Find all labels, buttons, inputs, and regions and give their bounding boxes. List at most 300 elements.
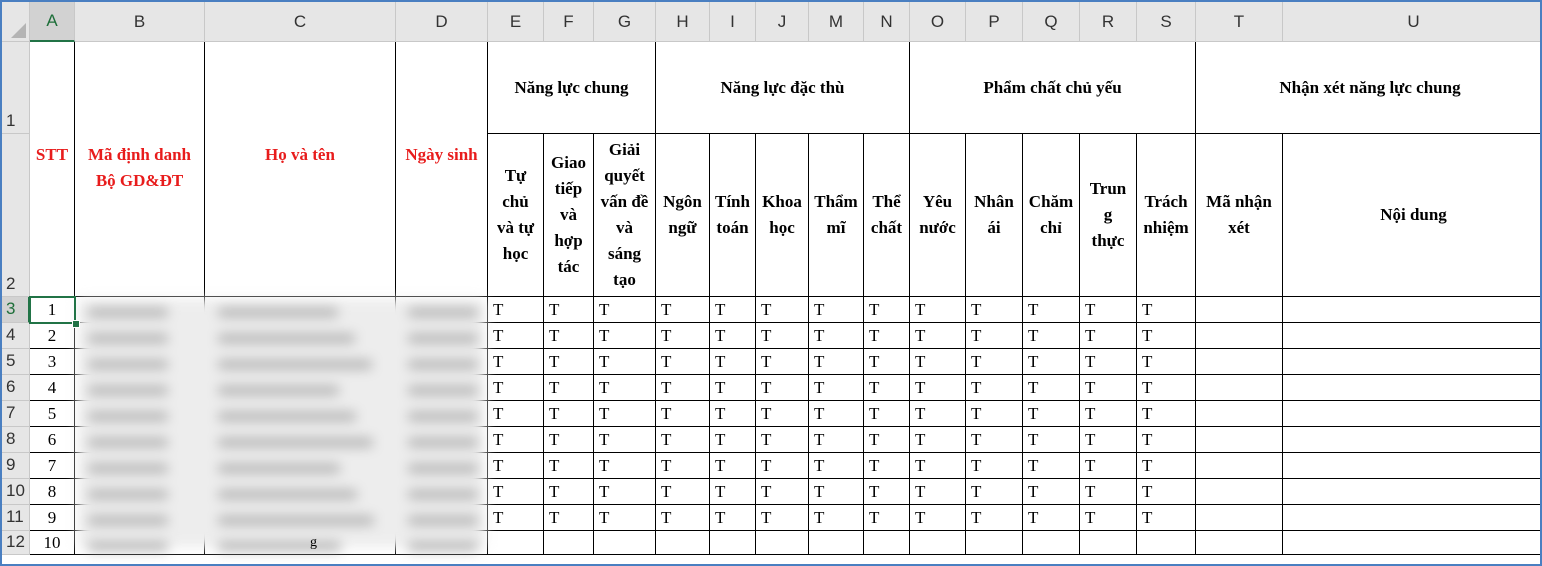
header-text-line: quyết bbox=[604, 166, 645, 185]
cell-g4[interactable]: T bbox=[594, 323, 656, 349]
cell-s12[interactable] bbox=[1137, 531, 1196, 555]
cell-u10[interactable] bbox=[1283, 479, 1542, 505]
cell-i7[interactable]: T bbox=[710, 401, 756, 427]
cell-e8[interactable]: T bbox=[488, 427, 544, 453]
header-text-line: Yêu bbox=[922, 192, 953, 211]
cell-a8[interactable]: 6 bbox=[30, 427, 75, 453]
cell-h7[interactable]: T bbox=[656, 401, 710, 427]
cell-u4[interactable] bbox=[1283, 323, 1542, 349]
cell-j11[interactable]: T bbox=[756, 505, 809, 531]
header-text-line: Thể bbox=[872, 192, 901, 211]
header-text-line: Bộ GD&ĐT bbox=[95, 171, 184, 190]
cell-n4[interactable]: T bbox=[864, 323, 910, 349]
cell-m4[interactable]: T bbox=[809, 323, 864, 349]
cell-j10[interactable]: T bbox=[756, 479, 809, 505]
column-header-a[interactable]: A bbox=[30, 2, 75, 42]
cell-i6[interactable]: T bbox=[710, 375, 756, 401]
header-text bbox=[762, 189, 802, 241]
header-text-line: Nội dung bbox=[1380, 205, 1447, 224]
cell-m3[interactable]: T bbox=[809, 297, 864, 323]
header-sub-t[interactable] bbox=[1196, 134, 1283, 297]
header-text-line: Chăm bbox=[1028, 192, 1074, 211]
header-text-line: thực bbox=[1091, 231, 1125, 250]
cell-g3[interactable]: T bbox=[594, 297, 656, 323]
header-sub-r[interactable] bbox=[1080, 134, 1137, 297]
cell-r6[interactable]: T bbox=[1080, 375, 1137, 401]
cell-h8[interactable]: T bbox=[656, 427, 710, 453]
blurred-text-line bbox=[88, 516, 168, 525]
cell-u9[interactable] bbox=[1283, 453, 1542, 479]
cell-o10[interactable]: T bbox=[910, 479, 966, 505]
cell-j3[interactable]: T bbox=[756, 297, 809, 323]
cell-i12[interactable] bbox=[710, 531, 756, 555]
column-header-f[interactable]: F bbox=[544, 2, 594, 42]
cell-n12[interactable] bbox=[864, 531, 910, 555]
header-text-line: Thẩm bbox=[814, 192, 858, 211]
cell-i10[interactable]: T bbox=[710, 479, 756, 505]
header-text bbox=[601, 137, 649, 293]
cell-n11[interactable]: T bbox=[864, 505, 910, 531]
header-sub-i[interactable] bbox=[710, 134, 756, 297]
cell-o4[interactable]: T bbox=[910, 323, 966, 349]
cell-p11[interactable]: T bbox=[966, 505, 1023, 531]
header-group-2[interactable]: Năng lực đặc thù bbox=[656, 42, 910, 134]
blurred-text-line bbox=[218, 516, 374, 525]
cell-e7[interactable]: T bbox=[488, 401, 544, 427]
cell-a3[interactable]: 1 bbox=[30, 297, 75, 323]
column-header-o[interactable]: O bbox=[910, 2, 966, 42]
header-sub-p[interactable] bbox=[966, 134, 1023, 297]
cell-s11[interactable]: T bbox=[1137, 505, 1196, 531]
cell-u3[interactable] bbox=[1283, 297, 1542, 323]
header-text-line: sáng bbox=[607, 244, 642, 263]
cell-n8[interactable]: T bbox=[864, 427, 910, 453]
blurred-text-line bbox=[88, 360, 168, 369]
cell-r4[interactable]: T bbox=[1080, 323, 1137, 349]
header-text bbox=[919, 189, 956, 241]
blurred-text-line bbox=[218, 386, 339, 395]
header-text-line: toán bbox=[716, 218, 749, 237]
cell-a7[interactable]: 5 bbox=[30, 401, 75, 427]
header-group-4[interactable]: Nhận xét năng lực chung bbox=[1196, 42, 1542, 134]
blurred-text-line bbox=[408, 308, 478, 317]
header-text-line: mĩ bbox=[826, 218, 846, 237]
fill-handle[interactable] bbox=[72, 320, 80, 328]
cell-p12[interactable] bbox=[966, 531, 1023, 555]
header-text bbox=[497, 163, 534, 267]
header-text-line: ái bbox=[987, 218, 1001, 237]
header-sub-s[interactable] bbox=[1137, 134, 1196, 297]
header-text bbox=[871, 189, 902, 241]
cell-f10[interactable]: T bbox=[544, 479, 594, 505]
blurred-text-line bbox=[218, 464, 340, 473]
cell-p10[interactable]: T bbox=[966, 479, 1023, 505]
blurred-text-line bbox=[88, 438, 168, 447]
blurred-personal-data bbox=[78, 299, 485, 547]
blurred-text-line bbox=[408, 412, 478, 421]
blurred-text-line bbox=[218, 412, 356, 421]
cell-a9[interactable]: 7 bbox=[30, 453, 75, 479]
cell-f8[interactable]: T bbox=[544, 427, 594, 453]
cell-q5[interactable]: T bbox=[1023, 349, 1080, 375]
column-header-r[interactable]: R bbox=[1080, 2, 1137, 42]
header-text-line: nhiệm bbox=[1143, 218, 1189, 237]
row-header-2[interactable]: 2 bbox=[2, 134, 30, 297]
cell-q3[interactable]: T bbox=[1023, 297, 1080, 323]
cell-o7[interactable]: T bbox=[910, 401, 966, 427]
cell-h4[interactable]: T bbox=[656, 323, 710, 349]
header-text-line: tạo bbox=[613, 270, 636, 289]
row-header-3[interactable]: 3 bbox=[2, 297, 30, 323]
cell-u11[interactable] bbox=[1283, 505, 1542, 531]
cell-r12[interactable] bbox=[1080, 531, 1137, 555]
header-text-line: ngữ bbox=[668, 218, 697, 237]
header-text bbox=[1029, 189, 1073, 241]
blurred-text-line bbox=[408, 490, 478, 499]
header-text-line: tiếp bbox=[554, 179, 583, 198]
header-text bbox=[1206, 189, 1272, 241]
cell-g5[interactable]: T bbox=[594, 349, 656, 375]
header-text bbox=[1380, 202, 1447, 228]
cell-j8[interactable]: T bbox=[756, 427, 809, 453]
header-text-line: Giải bbox=[608, 140, 641, 159]
cell-g10[interactable]: T bbox=[594, 479, 656, 505]
header-text bbox=[715, 189, 750, 241]
blurred-text-line bbox=[408, 386, 478, 395]
column-header-u[interactable]: U bbox=[1283, 2, 1542, 42]
header-text bbox=[814, 189, 857, 241]
header-text-line: chỉ bbox=[1040, 218, 1062, 237]
cell-s8[interactable]: T bbox=[1137, 427, 1196, 453]
cell-p7[interactable]: T bbox=[966, 401, 1023, 427]
row-header-7[interactable]: 7 bbox=[2, 401, 30, 427]
header-stt[interactable]: STT bbox=[30, 42, 75, 297]
header-group-1[interactable]: Năng lực chung bbox=[488, 42, 656, 134]
cell-r8[interactable]: T bbox=[1080, 427, 1137, 453]
cell-m12[interactable] bbox=[809, 531, 864, 555]
column-header-j[interactable]: J bbox=[756, 2, 809, 42]
cell-e6[interactable]: T bbox=[488, 375, 544, 401]
header-sub-j[interactable] bbox=[756, 134, 809, 297]
cell-a10[interactable]: 8 bbox=[30, 479, 75, 505]
cell-p4[interactable]: T bbox=[966, 323, 1023, 349]
cell-p8[interactable]: T bbox=[966, 427, 1023, 453]
cell-g8[interactable]: T bbox=[594, 427, 656, 453]
cell-f11[interactable]: T bbox=[544, 505, 594, 531]
row-header-9[interactable]: 9 bbox=[2, 453, 30, 479]
header-text-line: và tự bbox=[496, 218, 535, 237]
cell-j5[interactable]: T bbox=[756, 349, 809, 375]
header-sub-h[interactable] bbox=[656, 134, 710, 297]
column-header-c[interactable]: C bbox=[205, 2, 396, 42]
header-text-line: học bbox=[769, 218, 795, 237]
cell-t9[interactable] bbox=[1196, 453, 1283, 479]
cell-m9[interactable]: T bbox=[809, 453, 864, 479]
cell-j6[interactable]: T bbox=[756, 375, 809, 401]
header-sub-e[interactable] bbox=[488, 134, 544, 297]
column-header-q[interactable]: Q bbox=[1023, 2, 1080, 42]
cell-h3[interactable]: T bbox=[656, 297, 710, 323]
cell-r7[interactable]: T bbox=[1080, 401, 1137, 427]
header-ma-dinh-danh[interactable] bbox=[75, 42, 205, 297]
cell-e4[interactable]: T bbox=[488, 323, 544, 349]
cell-m10[interactable]: T bbox=[809, 479, 864, 505]
blurred-text-line bbox=[218, 360, 372, 369]
cell-t8[interactable] bbox=[1196, 427, 1283, 453]
cell-f12[interactable] bbox=[544, 531, 594, 555]
cell-q8[interactable]: T bbox=[1023, 427, 1080, 453]
row-header-5[interactable]: 5 bbox=[2, 349, 30, 375]
cell-f4[interactable]: T bbox=[544, 323, 594, 349]
cell-s9[interactable]: T bbox=[1137, 453, 1196, 479]
header-text bbox=[551, 150, 586, 280]
cell-r9[interactable]: T bbox=[1080, 453, 1137, 479]
cell-o8[interactable]: T bbox=[910, 427, 966, 453]
header-text-line: Nhân bbox=[974, 192, 1014, 211]
cell-t10[interactable] bbox=[1196, 479, 1283, 505]
row-header-8[interactable]: 8 bbox=[2, 427, 30, 453]
blurred-text-line bbox=[218, 308, 338, 317]
cell-i11[interactable]: T bbox=[710, 505, 756, 531]
column-header-g[interactable]: G bbox=[594, 2, 656, 42]
header-ho-va-ten[interactable]: Họ và tên bbox=[205, 42, 396, 297]
cell-t3[interactable] bbox=[1196, 297, 1283, 323]
blurred-text-line bbox=[408, 360, 478, 369]
cell-r3[interactable]: T bbox=[1080, 297, 1137, 323]
cell-q12[interactable] bbox=[1023, 531, 1080, 555]
cell-s6[interactable]: T bbox=[1137, 375, 1196, 401]
blurred-text-line bbox=[408, 464, 478, 473]
header-text-line: chất bbox=[870, 218, 903, 237]
header-text bbox=[88, 142, 191, 194]
cell-s10[interactable]: T bbox=[1137, 479, 1196, 505]
cell-f5[interactable]: T bbox=[544, 349, 594, 375]
cell-i8[interactable]: T bbox=[710, 427, 756, 453]
cell-u12[interactable] bbox=[1283, 531, 1542, 555]
header-text-line: g bbox=[1103, 205, 1113, 224]
cell-s5[interactable]: T bbox=[1137, 349, 1196, 375]
cell-m11[interactable]: T bbox=[809, 505, 864, 531]
cell-f6[interactable]: T bbox=[544, 375, 594, 401]
cell-m5[interactable]: T bbox=[809, 349, 864, 375]
cell-o9[interactable]: T bbox=[910, 453, 966, 479]
header-text-line: hợp bbox=[554, 231, 583, 250]
cell-i4[interactable]: T bbox=[710, 323, 756, 349]
header-text-line: Tính bbox=[715, 192, 750, 211]
header-sub-f[interactable] bbox=[544, 134, 594, 297]
cell-o6[interactable]: T bbox=[910, 375, 966, 401]
row-header-6[interactable]: 6 bbox=[2, 375, 30, 401]
cell-m6[interactable]: T bbox=[809, 375, 864, 401]
column-header-h[interactable]: H bbox=[656, 2, 710, 42]
blurred-text-line bbox=[88, 308, 168, 317]
cell-t7[interactable] bbox=[1196, 401, 1283, 427]
header-sub-u[interactable] bbox=[1283, 134, 1542, 297]
cell-o11[interactable]: T bbox=[910, 505, 966, 531]
cell-g6[interactable]: T bbox=[594, 375, 656, 401]
cell-i9[interactable]: T bbox=[710, 453, 756, 479]
cell-f7[interactable]: T bbox=[544, 401, 594, 427]
select-all-corner[interactable] bbox=[2, 2, 30, 42]
header-text bbox=[974, 189, 1014, 241]
cell-p9[interactable]: T bbox=[966, 453, 1023, 479]
header-sub-m[interactable] bbox=[809, 134, 864, 297]
header-text-line: Mã định danh bbox=[88, 145, 191, 164]
header-text-line: vấn đề bbox=[600, 192, 649, 211]
column-header-b[interactable]: B bbox=[75, 2, 205, 42]
header-text-line: học bbox=[502, 244, 529, 263]
cell-f3[interactable]: T bbox=[544, 297, 594, 323]
header-text bbox=[1143, 189, 1188, 241]
cell-m7[interactable]: T bbox=[809, 401, 864, 427]
cell-a12[interactable]: 10 bbox=[30, 531, 75, 555]
cell-g12[interactable] bbox=[594, 531, 656, 555]
header-text-line: Trách bbox=[1144, 192, 1188, 211]
cell-g9[interactable]: T bbox=[594, 453, 656, 479]
cell-f9[interactable]: T bbox=[544, 453, 594, 479]
header-text-line: nước bbox=[919, 218, 956, 237]
column-header-p[interactable]: P bbox=[966, 2, 1023, 42]
row-header-4[interactable]: 4 bbox=[2, 323, 30, 349]
cell-a6[interactable]: 4 bbox=[30, 375, 75, 401]
cell-q9[interactable]: T bbox=[1023, 453, 1080, 479]
cell-q11[interactable]: T bbox=[1023, 505, 1080, 531]
blurred-text-line bbox=[88, 490, 168, 499]
header-text-line: Khoa bbox=[762, 192, 802, 211]
cell-p3[interactable]: T bbox=[966, 297, 1023, 323]
blurred-text-line bbox=[408, 516, 478, 525]
cell-m8[interactable]: T bbox=[809, 427, 864, 453]
cell-j12[interactable] bbox=[756, 531, 809, 555]
cell-n7[interactable]: T bbox=[864, 401, 910, 427]
header-ngay-sinh[interactable]: Ngày sinh bbox=[396, 42, 488, 297]
column-header-d[interactable]: D bbox=[396, 2, 488, 42]
cell-h10[interactable]: T bbox=[656, 479, 710, 505]
cell-t12[interactable] bbox=[1196, 531, 1283, 555]
cell-t6[interactable] bbox=[1196, 375, 1283, 401]
row-header-10[interactable]: 10 bbox=[2, 479, 30, 505]
cell-t4[interactable] bbox=[1196, 323, 1283, 349]
cell-e5[interactable]: T bbox=[488, 349, 544, 375]
cell-s3[interactable]: T bbox=[1137, 297, 1196, 323]
cell-s4[interactable]: T bbox=[1137, 323, 1196, 349]
cell-q4[interactable]: T bbox=[1023, 323, 1080, 349]
cell-g7[interactable]: T bbox=[594, 401, 656, 427]
cell-e9[interactable]: T bbox=[488, 453, 544, 479]
cell-s7[interactable]: T bbox=[1137, 401, 1196, 427]
cell-u8[interactable] bbox=[1283, 427, 1542, 453]
blurred-text-line bbox=[218, 490, 357, 499]
cell-e12[interactable] bbox=[488, 531, 544, 555]
cell-h5[interactable]: T bbox=[656, 349, 710, 375]
cell-j7[interactable]: T bbox=[756, 401, 809, 427]
cell-e11[interactable]: T bbox=[488, 505, 544, 531]
cell-i3[interactable]: T bbox=[710, 297, 756, 323]
blurred-text-stub: g bbox=[310, 535, 317, 550]
cell-n5[interactable]: T bbox=[864, 349, 910, 375]
blurred-text-line bbox=[218, 334, 355, 343]
column-header-s[interactable]: S bbox=[1137, 2, 1196, 42]
cell-u5[interactable] bbox=[1283, 349, 1542, 375]
cell-p6[interactable]: T bbox=[966, 375, 1023, 401]
header-sub-q[interactable] bbox=[1023, 134, 1080, 297]
cell-q10[interactable]: T bbox=[1023, 479, 1080, 505]
cell-j9[interactable]: T bbox=[756, 453, 809, 479]
cell-u7[interactable] bbox=[1283, 401, 1542, 427]
header-text-line: Ngôn bbox=[663, 192, 702, 211]
cell-h12[interactable] bbox=[656, 531, 710, 555]
header-text-line: xét bbox=[1228, 218, 1250, 237]
cell-e10[interactable]: T bbox=[488, 479, 544, 505]
cell-a5[interactable]: 3 bbox=[30, 349, 75, 375]
cell-h9[interactable]: T bbox=[656, 453, 710, 479]
cell-a4[interactable]: 2 bbox=[30, 323, 75, 349]
cell-n9[interactable]: T bbox=[864, 453, 910, 479]
cell-e3[interactable]: T bbox=[488, 297, 544, 323]
header-sub-o[interactable] bbox=[910, 134, 966, 297]
header-text-line: tác bbox=[557, 257, 580, 276]
header-group-3[interactable]: Phẩm chất chủ yếu bbox=[910, 42, 1196, 134]
header-text-line: Trun bbox=[1089, 179, 1127, 198]
cell-o3[interactable]: T bbox=[910, 297, 966, 323]
header-text bbox=[1090, 176, 1127, 254]
blurred-text-line bbox=[88, 334, 168, 343]
blurred-text-line bbox=[88, 464, 168, 473]
column-header-n[interactable]: N bbox=[864, 2, 910, 42]
cell-o5[interactable]: T bbox=[910, 349, 966, 375]
select-all-triangle-icon[interactable] bbox=[11, 23, 26, 38]
cell-i5[interactable]: T bbox=[710, 349, 756, 375]
cell-p5[interactable]: T bbox=[966, 349, 1023, 375]
header-sub-g[interactable] bbox=[594, 134, 656, 297]
cell-r11[interactable]: T bbox=[1080, 505, 1137, 531]
blurred-text-line bbox=[408, 542, 478, 551]
row-header-1[interactable]: 1 bbox=[2, 42, 30, 134]
cell-n3[interactable]: T bbox=[864, 297, 910, 323]
cell-h11[interactable]: T bbox=[656, 505, 710, 531]
cell-n10[interactable]: T bbox=[864, 479, 910, 505]
column-header-m[interactable]: M bbox=[809, 2, 864, 42]
cell-g11[interactable]: T bbox=[594, 505, 656, 531]
cell-q7[interactable]: T bbox=[1023, 401, 1080, 427]
spreadsheet-grid bbox=[2, 2, 1540, 564]
cell-t5[interactable] bbox=[1196, 349, 1283, 375]
header-sub-n[interactable] bbox=[864, 134, 910, 297]
column-header-e[interactable]: E bbox=[488, 2, 544, 42]
cell-r10[interactable]: T bbox=[1080, 479, 1137, 505]
row-header-12[interactable]: 12 bbox=[2, 531, 30, 555]
column-header-t[interactable]: T bbox=[1196, 2, 1283, 42]
blurred-text-line bbox=[218, 438, 373, 447]
cell-o12[interactable] bbox=[910, 531, 966, 555]
header-text-line: Giao bbox=[551, 153, 586, 172]
column-header-i[interactable]: I bbox=[710, 2, 756, 42]
blurred-text-line bbox=[408, 334, 478, 343]
cell-h6[interactable]: T bbox=[656, 375, 710, 401]
cell-q6[interactable]: T bbox=[1023, 375, 1080, 401]
blurred-text-line bbox=[88, 386, 168, 395]
cell-a11[interactable]: 9 bbox=[30, 505, 75, 531]
cell-n6[interactable]: T bbox=[864, 375, 910, 401]
row-header-11[interactable]: 11 bbox=[2, 505, 30, 531]
header-text-line: chủ bbox=[502, 192, 529, 211]
blurred-text-line bbox=[88, 412, 168, 421]
cell-u6[interactable] bbox=[1283, 375, 1542, 401]
cell-r5[interactable]: T bbox=[1080, 349, 1137, 375]
cell-t11[interactable] bbox=[1196, 505, 1283, 531]
header-text-line: và bbox=[616, 218, 633, 237]
cell-j4[interactable]: T bbox=[756, 323, 809, 349]
